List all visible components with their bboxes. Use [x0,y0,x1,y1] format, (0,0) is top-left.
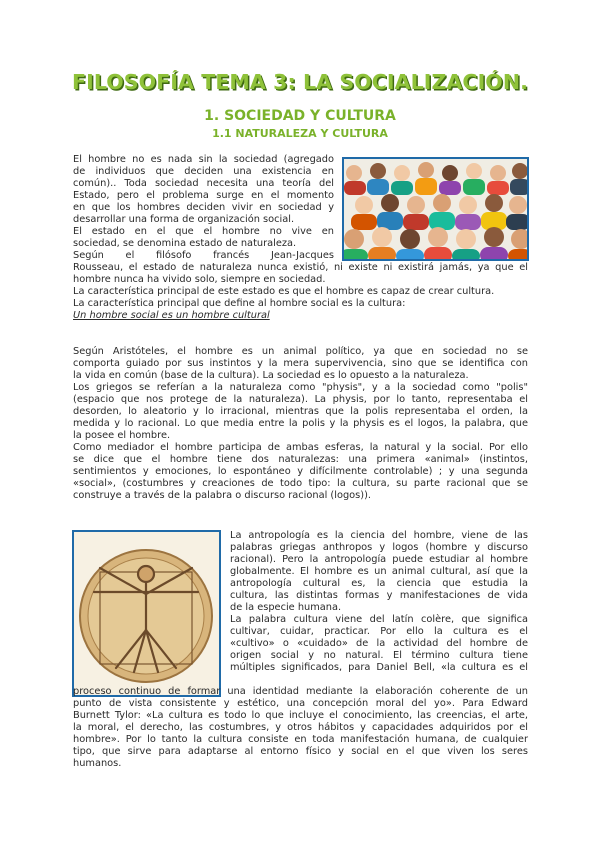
section-heading: 1. SOCIEDAD Y CULTURA [204,108,396,124]
text-line: humanos. [73,758,122,769]
key-statement: Un hombre social es un hombre cultural [73,310,270,321]
text-line: Rousseau, el estado de naturaleza nunca existió, ni existe ni existirá jamás, ya que el [73,262,528,273]
text-line: La característica principal de este estado es que el hombre es capaz de crear cultura. [73,286,495,297]
text-line: construye a través de la palabra o discurso racional (logos)). [73,490,372,501]
text-line: de la especie humana. [230,602,342,613]
text-line: La antropología es la ciencia del hombre, viene de las [230,530,528,541]
text-line: «social», (costumbres y creaciones de todo tipo: la cultura, su parte racional que se [73,478,528,489]
text-line: antropología cultural es, la ciencia que estudia la [230,578,528,589]
text-line: sentimientos y emociones, lo espontáneo y difícilmente controlable) ; y una segunda [73,466,528,477]
text-line: Según el filósofo francés Jean-Jacques [73,250,334,261]
text-line: Los griegos se referían a la naturaleza como "physis", y a la sociedad como "polis" [73,382,528,393]
text-line: hombre». Por lo tanto la cultura consiste en toda manifestación humana, de cualquier [73,734,528,745]
text-line: El estado en el que el hombre no vive en [73,226,334,237]
text-line: Según Aristóteles, el hombre es un animal político, ya que en sociedad no se [73,346,528,357]
vitruvian-man-illustration [72,530,221,697]
page-title: FILOSOFÍA TEMA 3: LA SOCIALIZACIÓN. [72,70,528,94]
text-line: La palabra cultura viene del latín colère, que significa [230,614,528,625]
crowd-people-icon [344,159,527,259]
text-line: se dice que el hombre tiene dos naturalezas: una primera «animal» (instintos, [73,454,528,465]
text-line: cultura, las distintas formas y manifestaciones de vida [230,590,528,601]
text-line: racional). Pero la antropología puede estudiar al hombre [230,554,528,565]
text-line: comporta guiado por sus instintos y la mera supervivencia, sino que se identifica con [73,358,528,369]
text-line: tipo, que sirve para adaptarse al entorno físico y social en el que viven los seres [73,746,528,757]
text-line: hombre nunca ha vivido solo, siempre en sociedad. [73,274,326,285]
text-line: la moral, el derecho, las costumbres, y otros hábitos y capacidades adquiridos por el [73,722,528,733]
text-line: La característica principal que define al hombre social es la cultura: [73,298,406,309]
text-line: de individuos que deciden una existencia en [73,166,334,177]
text-line: desorden, lo aleatorio y lo irracional, mientras que la polis representaba el orden, la [73,406,528,417]
text-line: común).. Toda sociedad necesita una teoría del [73,178,334,189]
text-line: la vida en común (base de la cultura). La sociedad es lo opuesto a la naturaleza. [73,370,469,381]
text-line: Burnett Tylor: «La cultura es todo lo que incluye el conocimiento, las creencias, el arte, [73,710,528,721]
text-line: en que los hombres deciden vivir en sociedad y [73,202,334,213]
text-line: cultivar, cuidar, practicar. Por ello la cultura es el [230,626,528,637]
text-line: Estado, pero el problema surge en el momento [73,190,334,201]
text-line: medida y lo racional. Lo que media entre la polis y la physis es el logos, la palabra, que [73,418,528,429]
text-line: Como mediador el hombre participa de ambas esferas, la natural y la social. Por ello [73,442,528,453]
text-line: la posee el hombre. [73,430,171,441]
text-line: El hombre no es nada sin la sociedad (agregado [73,154,334,165]
text-line: sociedad, se denomina estado de naturaleza. [73,238,297,249]
text-line: globalmente. El hombre es un animal cultural, así que la [230,566,528,577]
crowd-illustration [342,157,529,261]
text-line: origen social y no natural. El término cultura tiene [230,650,528,661]
text-line: palabras griegas anthropos y logos (hombre y discurso [230,542,528,553]
text-line: múltiples significados, para Daniel Bell, «la cultura es el [230,662,528,673]
text-line: (espacio que nos protege de la naturaleza). La physis, por lo tanto, representaba el [73,394,528,405]
vitruvian-man-icon [74,532,219,695]
text-line: desarrollar una forma de organización social. [73,214,295,225]
text-line: «cultivo» o «cuidado» de la actividad del hombre de [230,638,528,649]
subsection-heading: 1.1 NATURALEZA Y CULTURA [212,127,388,140]
text-line: proceso continuo de formar una identidad mediante la elaboración coherente de un [73,686,528,697]
text-line: punto de vista consistente y estético, una concepción moral del yo». Para Edward [73,698,528,709]
